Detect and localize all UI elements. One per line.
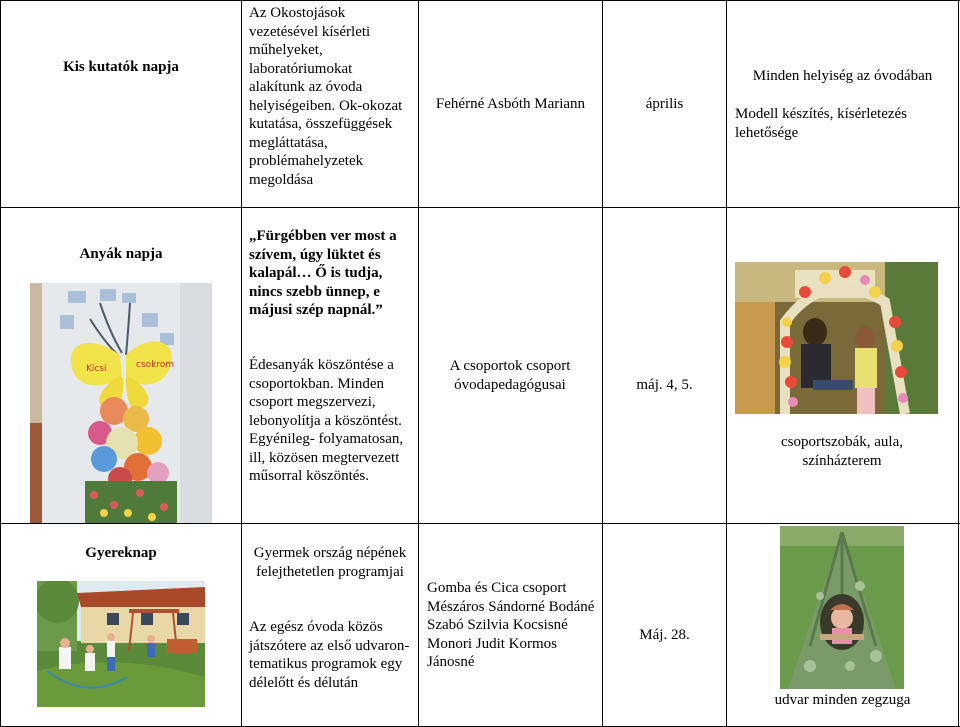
responsible-anyak-napja: A csoportok csoport óvodapedagógusai (449, 358, 571, 393)
flower-arch-photo (735, 262, 938, 414)
butterfly-photo (30, 283, 212, 523)
svg-text:Kicsi: Kicsi (86, 364, 107, 374)
playground-photo (37, 581, 205, 707)
location-anyak-napja: csoportszobák, aula, színházterem (780, 434, 904, 469)
description-gyereknap: Az egész óvoda közös játszótere az első udvaron-tematikus programok egy délelőtt és délután (249, 619, 410, 691)
responsible-gyereknap: Gomba és Cica csoport Mészáros Sándorné Bodáné Szabó Szilvia Kocsisné Monori Judit Kormos Jánosné (427, 580, 595, 670)
date-kis-kutatok: április (645, 96, 684, 112)
date-gyereknap: Máj. 28. (639, 627, 690, 643)
event-title-gyereknap: Gyereknap (85, 545, 157, 561)
event-title-kis-kutatok: Kis kutatók napja (63, 59, 179, 75)
description-kis-kutatok: Az Okostojások vezetésével kísérleti műhelyeket, laboratóriumokat alakítunk az óvoda helyiségeiben. Ok-okozat kutatása, összefüggések megláttatása, problémahelyzetek megoldása (249, 5, 403, 188)
description-anyak-napja: Édesanyák köszöntése a csoportokban. Minden csoport megszervezi, lebonyolítja a köszöntést. Egyénileg- folyamatosan, ill, közösen megtervezett műsorral köszöntés. (249, 357, 404, 484)
location-kis-kutatok: Minden helyiség az óvodában (752, 68, 933, 84)
date-anyak-napja: máj. 4, 5. (636, 377, 693, 393)
svg-text:csokrom: csokrom (136, 360, 175, 370)
description-title-gyereknap: Gyermek ország népének felejthetetlen programjai (253, 545, 407, 580)
tent-photo (780, 526, 904, 689)
event-title-anyak-napja: Anyák napja (79, 246, 163, 262)
location-gyereknap: udvar minden zegzuga (774, 692, 911, 708)
note-kis-kutatok: Modell készítés, kísérletezés lehetősége (735, 106, 908, 141)
poem-anyak-napja: „Fürgébben ver most a szívem, úgy lüktet és kalapál… Ő is tudja, nincs szebb ünnep, e májusi szép napnál.” (249, 228, 397, 318)
responsible-kis-kutatok: Fehérné Asbóth Mariann (435, 96, 586, 112)
